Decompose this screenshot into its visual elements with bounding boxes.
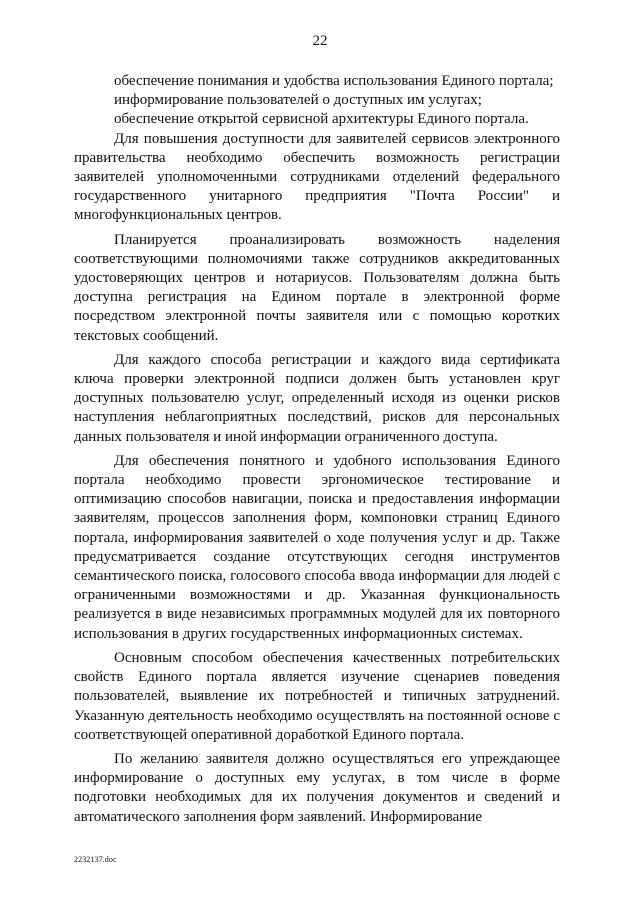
paragraph-planned-authority: Планируется проанализировать возможность наделения соответствующими полномочиями также сотрудников аккредитованных удостоверяющих центров и нотариусов. Пользователям должна быть доступна регистрация на Едином портале в электронной форме посредством электронной почты заявителя или с помощью коротких текстовых сообщений. [74, 231, 560, 344]
list-item-informing: информирование пользователей о доступных им услугах; [114, 92, 482, 109]
paragraph-certificate-services: Для каждого способа регистрации и каждого вида сертификата ключа проверки электронной подписи должен быть установлен круг доступных пользователю услуг, определенный исходя из оценки рисков наступления неблагоприятных последствий, рисков для персональных данных пользователя и иной информации ограниченного доступа. [74, 351, 560, 445]
list-item-understanding: обеспечение понимания и удобства использования Единого портала; [114, 73, 554, 89]
paragraph-registration-access: Для повышения доступности для заявителей сервисов электронного правительства необходимо обеспечить возможность регистрации заявителей уполномоченными сотрудниками отделений федерального государственного унитарного предприятия "Почта России" и многофункциональных центров. [74, 130, 560, 224]
document-body [74, 72, 560, 827]
paragraph-proactive-informing: По желанию заявителя должно осуществляться его упреждающее информирование о доступных ему услугах, в том числе в форме подготовки необходимых для их получения документов и сведений и автоматического заполнения форм заявлений. Информирование [74, 750, 560, 825]
paragraph-ergonomic-testing: Для обеспечения понятного и удобного использования Единого портала необходимо провести эргономическое тестирование и оптимизацию способов навигации, поиска и предоставления информации заявителям, процессов заполнения форм, компоновки страниц Единого портала, информирования заявителей о ходе получения услуг и др. Также предусматривается создание отсутствующих сегодня инструментов семантического поиска, голосового способа ввода информации для людей с ограниченными возможностями и др. Указанная функциональность реализуется в виде независимых программных модулей для их повторного использования в других государственных информационных системах. [74, 452, 560, 642]
document-file-code: 2232137.doc [74, 855, 117, 864]
page-number: 22 [312, 33, 328, 49]
list-item-open-architecture: обеспечение открытой сервисной архитектуры Единого портала. [114, 111, 529, 128]
paragraph-user-scenarios: Основным способом обеспечения качественных потребительских свойств Единого портала является изучение сценариев поведения пользователей, выявление их потребностей и типичных затруднений. Указанную деятельность необходимо осуществлять на постоянной основе с соответствующей оперативной доработкой Единого портала. [74, 649, 560, 743]
